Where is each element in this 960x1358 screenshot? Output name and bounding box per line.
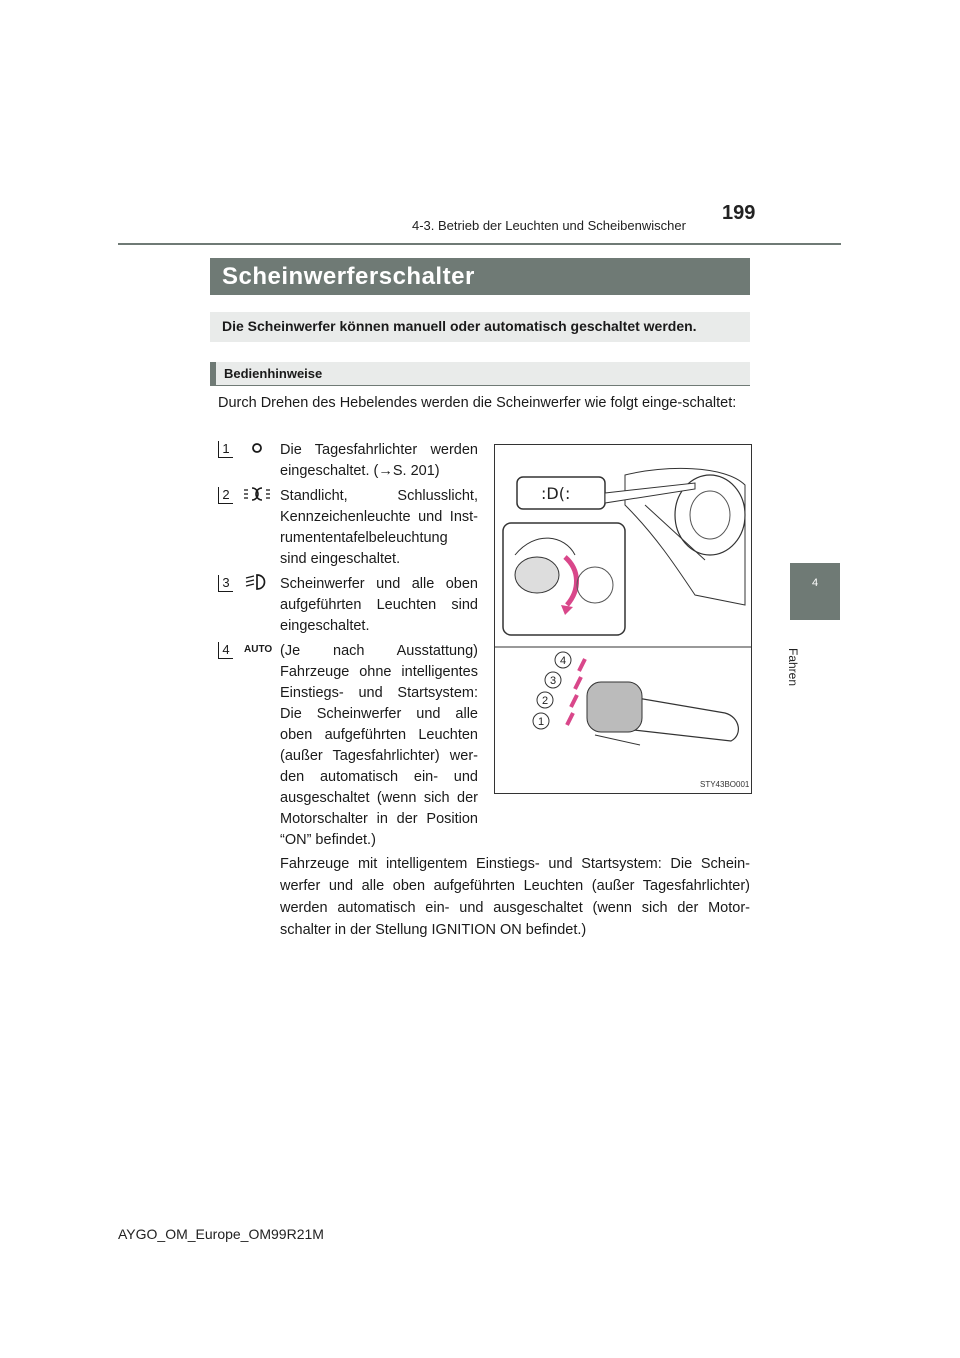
headlight-icon bbox=[245, 573, 269, 591]
svg-text::D(:: :D(: bbox=[541, 484, 571, 503]
chapter-tab bbox=[790, 563, 840, 620]
item-text-2: Standlicht, Schlusslicht, Kennzeichenleuchte und Inst-rumententafelbeleuchtung sind eingeschaltet. bbox=[280, 488, 478, 567]
item-number-3: 3 bbox=[218, 574, 233, 592]
headlight-switch-illustration bbox=[495, 445, 751, 793]
page-title: Scheinwerferschalter bbox=[222, 263, 475, 290]
auto-icon: AUTO bbox=[244, 644, 273, 655]
item-number-4: 4 bbox=[218, 641, 233, 659]
item-text-1: Die Tagesfahrlichter werden eingeschaltet. (→S. 201) bbox=[280, 442, 478, 479]
item-text-3: Scheinwerfer und alle oben aufgeführten Leuchten sind eingeschaltet. bbox=[280, 576, 478, 634]
footer-code: AYGO_OM_Europe_OM99R21M bbox=[118, 1226, 324, 1242]
closing-paragraph: Fahrzeuge mit intelligentem Einstiegs- und Startsystem: Die Schein-werfer und alle oben aufgeführten Leuchten (außer Tagesfahrlichter) werden automatisch ein- und ausgeschaltet (wenn sich der Motor-schalter in der Stellung IGNITION ON befindet.) bbox=[280, 856, 750, 938]
header-rule bbox=[118, 243, 841, 245]
daytime-running-light-icon bbox=[250, 441, 264, 455]
chapter-number: 4 bbox=[811, 577, 819, 589]
lead-paragraph: Durch Drehen des Hebelendes werden die Scheinwerfer wie folgt einge-schaltet: bbox=[218, 395, 737, 411]
figure-callout-3: 3 bbox=[549, 675, 557, 687]
parking-light-icon bbox=[243, 485, 271, 503]
running-header: 4-3. Betrieb der Leuchten und Scheibenwischer bbox=[412, 218, 686, 233]
figure-callout-2: 2 bbox=[541, 695, 549, 707]
subheading-accent bbox=[210, 362, 216, 386]
figure-callout-1: 1 bbox=[537, 716, 545, 728]
item-number-2: 2 bbox=[218, 486, 233, 504]
chapter-label: Fahren bbox=[786, 648, 800, 687]
intro-text: Die Scheinwerfer können manuell oder automatisch geschaltet werden. bbox=[222, 318, 697, 334]
figure-callout-4: 4 bbox=[559, 655, 567, 667]
subheading: Bedienhinweise bbox=[224, 366, 323, 381]
figure-caption: STY43BO001 bbox=[700, 780, 750, 789]
item-text-4: (Je nach Ausstattung) Fahrzeuge ohne intelligentes Einstiegs- und Startsystem: Die Scheinwerfer und alle oben aufgeführten Leuchten (außer Tagesfahrlichter) wer-den automatisch ein- und ausgeschaltet (wenn sich der Motorschalter in der Position “ON” befindet.) bbox=[280, 643, 478, 848]
item-number-1: 1 bbox=[218, 440, 233, 458]
page-number: 199 bbox=[722, 202, 756, 224]
figure-illustration bbox=[494, 444, 752, 794]
